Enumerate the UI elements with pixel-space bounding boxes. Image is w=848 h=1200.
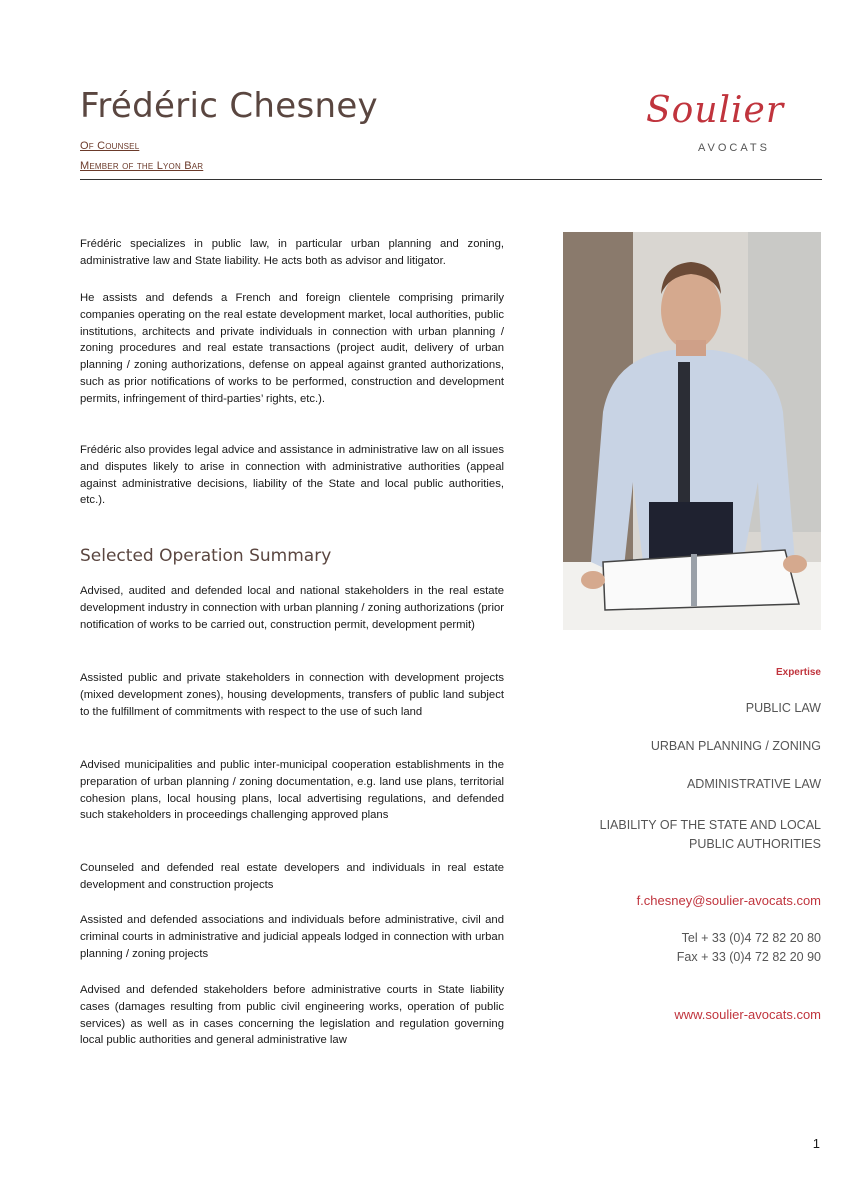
bio-paragraph-1: Frédéric specializes in public law, in particular urban planning and zoning, administrative law and State liability. He acts both as advisor and litigator. <box>80 238 504 267</box>
expertise-item: ADMINISTRATIVE LAW <box>686 777 821 791</box>
bio-paragraph-3: Frédéric also provides legal advice and assistance in administrative law on all issues and disputes likely to arise in connection with administrative authorities (appeal against administrative decisions, liability of the State and local public authorities, etc.). <box>80 444 504 507</box>
soulier-logo <box>640 90 820 168</box>
logo-subtitle: AVOCATS <box>698 142 770 154</box>
operation-item: Advised and defended stakeholders before administrative courts in State liability cases (damages resulting from public civil engineering works, operation of public services) as well as in cases concerning the legislation and regulation governing local public authorities and general administrative law <box>80 984 504 1047</box>
page-number: 1 <box>812 1136 820 1151</box>
operations-heading: Selected Operation Summary <box>80 546 332 566</box>
bio-paragraph-2: He assists and defends a French and foreign clientele comprising primarily companies operating on the real estate development market, local authorities, public institutions, architects and private individuals in connection with urban planning / zoning procedures and real estate transactions (project audit, delivery of urban planning / zoning authorizations, defense on appeal against granted authorizations, such as prior notifications of works to be performed, construction and development permits, infringement of third-parties’ rights, etc.). <box>80 292 504 405</box>
email-link[interactable]: f.chesney@soulier-avocats.com <box>636 893 821 908</box>
title-bar-membership: Member of the Lyon Bar <box>80 160 204 172</box>
operation-item: Advised municipalities and public inter-municipal cooperation establishments in the preparation of urban planning / zoning documentation, e.g. land use plans, territorial cohesion plans, local housing plans, local advertising regulations, and defended such stakeholders in proceedings challenging approved plans <box>80 759 504 822</box>
operation-item: Assisted public and private stakeholders in connection with development projects (mixed development zones), housing developments, transfers of public land subject to the fulfillment of commitments with respect to the use of such land <box>80 672 504 718</box>
header-divider <box>80 179 822 180</box>
website-link[interactable]: www.soulier-avocats.com <box>674 1007 821 1022</box>
logo-script: Soulier <box>646 90 785 131</box>
title-of-counsel: Of Counsel <box>80 140 140 152</box>
operation-item: Advised, audited and defended local and national stakeholders in the real estate development industry in connection with urban planning / zoning authorizations (prior notification of works to be carried out, construction permit, development permit) <box>80 585 504 631</box>
phone-number: Tel + 33 (0)4 72 82 20 80 <box>681 931 821 945</box>
fax-number: Fax + 33 (0)4 72 82 20 90 <box>676 950 821 964</box>
operation-item: Assisted and defended associations and individuals before administrative, civil and criminal courts in administrative and judicial appeals lodged in connection with urban planning / zoning projects <box>80 914 504 960</box>
lawyer-name: Frédéric Chesney <box>80 86 378 126</box>
portrait-photo <box>563 232 821 630</box>
expertise-item: URBAN PLANNING / ZONING <box>650 739 821 753</box>
expertise-label: Expertise <box>775 667 821 678</box>
operation-item: Counseled and defended real estate developers and individuals in real estate development and construction projects <box>80 862 504 891</box>
expertise-item: PUBLIC LAW <box>745 701 821 715</box>
expertise-item: LIABILITY OF THE STATE AND LOCAL PUBLIC AUTHORITIES <box>599 818 821 851</box>
